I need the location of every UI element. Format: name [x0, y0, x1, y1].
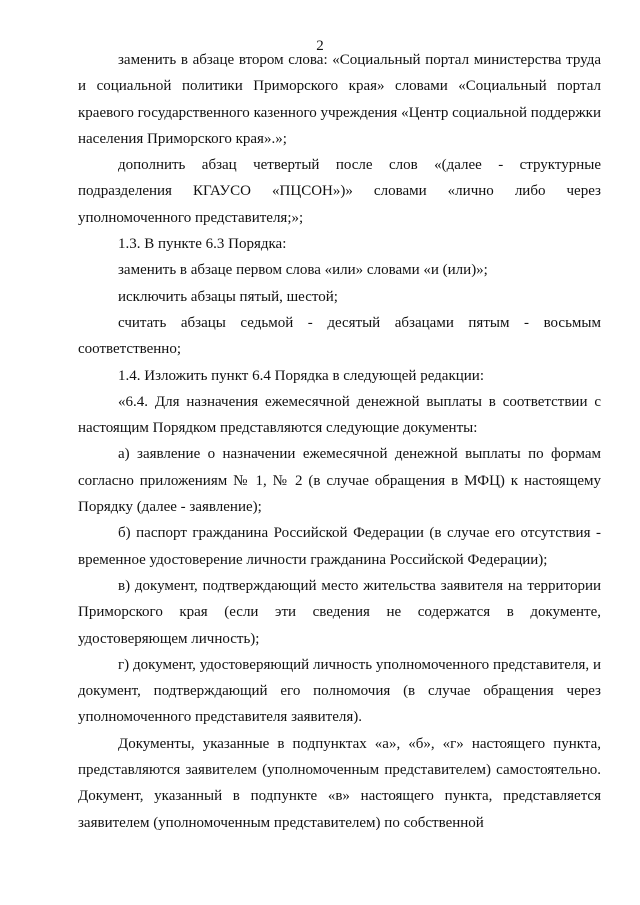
- paragraph-exclude-abzacs: исключить абзацы пятый, шестой;: [118, 288, 338, 305]
- paragraph-item-b: б) паспорт гражданина Российской Федерации (в случае его отсутствия - временное удостоверение личности гражданина Российской Федерации);: [78, 525, 601, 568]
- paragraph-section-1-4: 1.4. Изложить пункт 6.4 Порядка в следующей редакции:: [118, 367, 484, 384]
- paragraph-documents-submission: Документы, указанные в подпунктах «а», «б», «г» настоящего пункта, представляются заявителем (уполномоченным представителем) самостоятельно. Документ, указанный в подпункте «в» настоящего пункта, представляется заявителем (уполномоченным представителем) по собственной: [78, 735, 601, 831]
- paragraph-add-abzac-4: дополнить абзац четвертый после слов «(далее - структурные подразделения КГАУСО «ПЦСОН»)» словами «лично либо через уполномоченного представителя;»;: [78, 157, 601, 226]
- paragraph-renumber-abzacs: считать абзацы седьмой - десятый абзацами пятым - восьмым соответственно;: [78, 314, 601, 358]
- paragraph-item-v: в) документ, подтверждающий место жительства заявителя на территории Приморского края (если эти сведения не содержатся в документе, удостоверяющем личность);: [78, 577, 601, 647]
- paragraph-replace-abzac-1: заменить в абзаце первом слова «или» словами «и (или)»;: [118, 262, 488, 279]
- document-body: [78, 47, 601, 836]
- page-number: 2: [316, 38, 324, 54]
- paragraph-replace-abzac-2: заменить в абзаце втором слова: «Социальный портал министерства труда и социальной политики Приморского края» словами «Социальный портал краевого государственного казенного учреждения «Центр социальной поддержки населения Приморского края».»;: [78, 52, 601, 147]
- paragraph-item-a: а) заявление о назначении ежемесячной денежной выплаты по формам согласно приложениям № 1, № 2 (в случае обращения в МФЦ) к настоящему Порядку (далее - заявление);: [78, 446, 601, 516]
- paragraph-clause-6-4: «6.4. Для назначения ежемесячной денежной выплаты в соответствии с настоящим Порядком представляются следующие документы:: [78, 393, 601, 437]
- paragraph-section-1-3: 1.3. В пункте 6.3 Порядка:: [118, 236, 287, 253]
- paragraph-item-g: г) документ, удостоверяющий личность уполномоченного представителя, и документ, подтверждающий его полномочия (в случае обращения через уполномоченного представителя заявителя).: [78, 656, 601, 726]
